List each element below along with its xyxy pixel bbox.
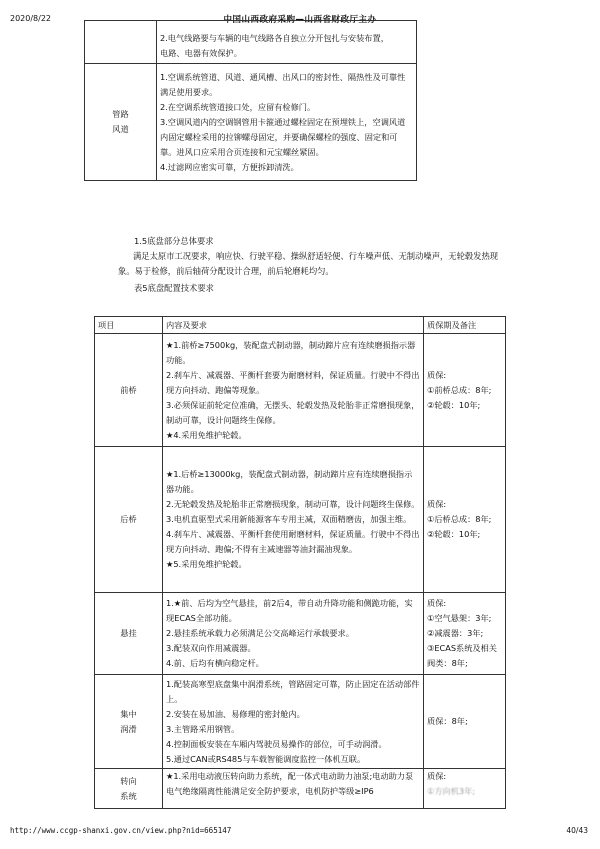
- item-cell: 转向 系统: [95, 769, 163, 809]
- requirement-item: 1.★前、后均为空气悬挂，前2后4，带自动升降功能和侧跪功能，实现ECAS全部功能。: [166, 598, 413, 623]
- warranty-line: 质保:: [427, 499, 447, 509]
- warranty-line: ①后桥总成：8年;: [427, 514, 492, 524]
- warranty-line: ①空气悬架：3年;: [427, 613, 492, 623]
- requirements-cell: [157, 21, 417, 64]
- requirement-item: 2.安装在易加油、易修理的密封舱内。: [166, 708, 305, 719]
- table-header-row: [95, 317, 506, 334]
- item-cell: 集中 润滑: [95, 675, 163, 769]
- requirement-item: 4.过滤网应密实可靠，方便拆卸清洗。: [160, 161, 299, 172]
- section-body: 满足太原市工况要求，响应快、行驶平稳、操纵舒适轻便、行车噪声低、无制动噪声，无轮毂发热现象。易于检修，前后轴荷分配设计合理，前后轮磨耗均匀。: [118, 251, 499, 276]
- warranty-cell: [424, 334, 506, 447]
- requirement-item: ★1.后桥≥13000kg，装配盘式制动器，制动蹄片应有连续磨损指示器功能。: [166, 469, 413, 494]
- item-cell: 悬挂: [95, 593, 163, 675]
- column-header: 质保期及备注: [424, 317, 506, 334]
- warranty-line: ②轮毂：10年;: [427, 529, 481, 539]
- chassis-spec-table: [94, 316, 506, 809]
- requirements-cell: [163, 675, 424, 769]
- warranty-line: ②轮毂：10年;: [427, 399, 481, 410]
- requirements-cell: [163, 593, 424, 675]
- page-number: 40/43: [566, 826, 588, 835]
- category-cell: [85, 21, 157, 64]
- category-cell: 管路 风道: [85, 64, 157, 181]
- print-date: 2020/8/22: [10, 14, 52, 23]
- column-header: 项目: [95, 317, 163, 334]
- table-row: [95, 769, 506, 809]
- requirement-item: 3.电机直驱型式采用新能源客车专用主减，双面精磨齿，加强主维。: [166, 514, 412, 524]
- warranty-line: 质保:: [427, 369, 447, 380]
- requirement-item: 2.电气线路要与车辆的电气线路各自独立分开包扎与安装布置，: [160, 33, 389, 43]
- requirement-item: 5.通过CAN或RS485与车载智能调度监控一体机互联。: [166, 753, 366, 764]
- requirement-item: 1.配装高寒型底盘集中润滑系统，管路固定可靠，防止固定在活动部件上。: [166, 678, 420, 704]
- table-row: [95, 447, 506, 593]
- page-header-title: 中国山西政府采购—山西省财政厅主办: [223, 15, 377, 25]
- item-cell: 后桥: [95, 447, 163, 593]
- warranty-line: 质保：8年;: [427, 716, 468, 726]
- requirements-cell: [163, 769, 424, 809]
- requirements-cell: [157, 64, 417, 181]
- warranty-line: ②减震器：3年;: [427, 628, 484, 638]
- warranty-line: ①前桥总成：8年;: [427, 384, 492, 395]
- requirement-item: 1.空调系统管道、风道、通风槽、出风口的密封性、隔热性及可靠性满足使用要求。: [160, 71, 406, 97]
- item-cell: 前桥: [95, 334, 163, 447]
- requirement-item: 电路、电器有效保护。: [160, 48, 242, 58]
- requirement-item: ★1.采用电动液压转向助力系统，配一体式电动助力油泵;电动助力泵电气绝缘隔离性能满足安全防护要求，电机防护等级≥IP6: [166, 771, 414, 796]
- continued-requirements-table: [84, 20, 417, 181]
- requirement-item: 3.必须保证前轮定位准确，无摆头、轮毂发热及轮胎非正常磨损现象，制动可靠，设计问题终生保修。: [166, 399, 420, 425]
- requirement-item: 4.控制面板安装在车厢内驾驶员易操作的部位，可手动润滑。: [166, 738, 387, 749]
- warranty-cell: [424, 675, 506, 769]
- requirement-item: 4.刹车片、减震器、平衡杆套使用耐磨材料，保证质量。行驶中不得出现方向抖动、跑偏;不得有主减速器等油封漏油现象。: [166, 529, 420, 554]
- requirement-item: 3.配装双向作用减震器。: [166, 643, 256, 653]
- requirement-item: ★1.前桥≥7500kg，装配盘式制动器，制动蹄片应有连续磨损指示器功能。: [166, 339, 416, 365]
- table-row: [95, 593, 506, 675]
- requirement-item: 2.悬挂系统承载力必须满足公交高峰运行承载要求。: [166, 628, 354, 638]
- warranty-cell: [424, 769, 506, 809]
- requirement-item: 2.在空调系统管道接口处，应留有检修门。: [160, 101, 316, 112]
- warranty-cell: [424, 593, 506, 675]
- requirements-cell: [163, 334, 424, 447]
- page-url: http://www.ccgp-shanxi.gov.cn/view.php?nid=665147: [10, 826, 232, 835]
- column-header: 内容及要求: [163, 317, 424, 334]
- requirement-item: 3.空调风道内的空调钢管用卡箍通过螺栓固定在预埋铁上，空调风道内固定螺栓采用的拉铆螺母固定，并要确保螺栓的强度、固定和可靠。进风口应采用合页连接和元宝螺丝紧固。: [160, 116, 406, 157]
- requirement-item: ★4.采用免维护轮毂。: [166, 429, 247, 440]
- table-row: [95, 675, 506, 769]
- section-heading: 1.5底盘部分总体要求: [134, 236, 214, 246]
- requirement-item: ★5.采用免维护轮毂。: [166, 559, 247, 569]
- table-row: [85, 64, 417, 181]
- table-row: [85, 21, 417, 64]
- requirement-item: 2.刹车片、减震器、平衡杆套要为耐磨材料，保证质量。行驶中不得出现方向抖动、跑偏等现象。: [166, 369, 420, 395]
- requirement-item: 4.前、后均有横向稳定杆。: [166, 658, 264, 668]
- requirements-cell: [163, 447, 424, 593]
- warranty-line: ③ECAS系统及相关阀类：8年;: [427, 643, 497, 668]
- table-row: [95, 334, 506, 447]
- warranty-line: 质保:: [427, 771, 447, 781]
- warranty-line: ①方向机3年;: [427, 786, 476, 796]
- warranty-line: 质保:: [427, 598, 447, 608]
- warranty-cell: [424, 447, 506, 593]
- requirement-item: 2.无轮毂发热及轮胎非正常磨损现象，制动可靠，设计问题终生保修。: [166, 499, 420, 509]
- requirement-item: 3.主管路采用钢管。: [166, 723, 240, 734]
- table-caption: 表5底盘配置技术要求: [134, 283, 214, 293]
